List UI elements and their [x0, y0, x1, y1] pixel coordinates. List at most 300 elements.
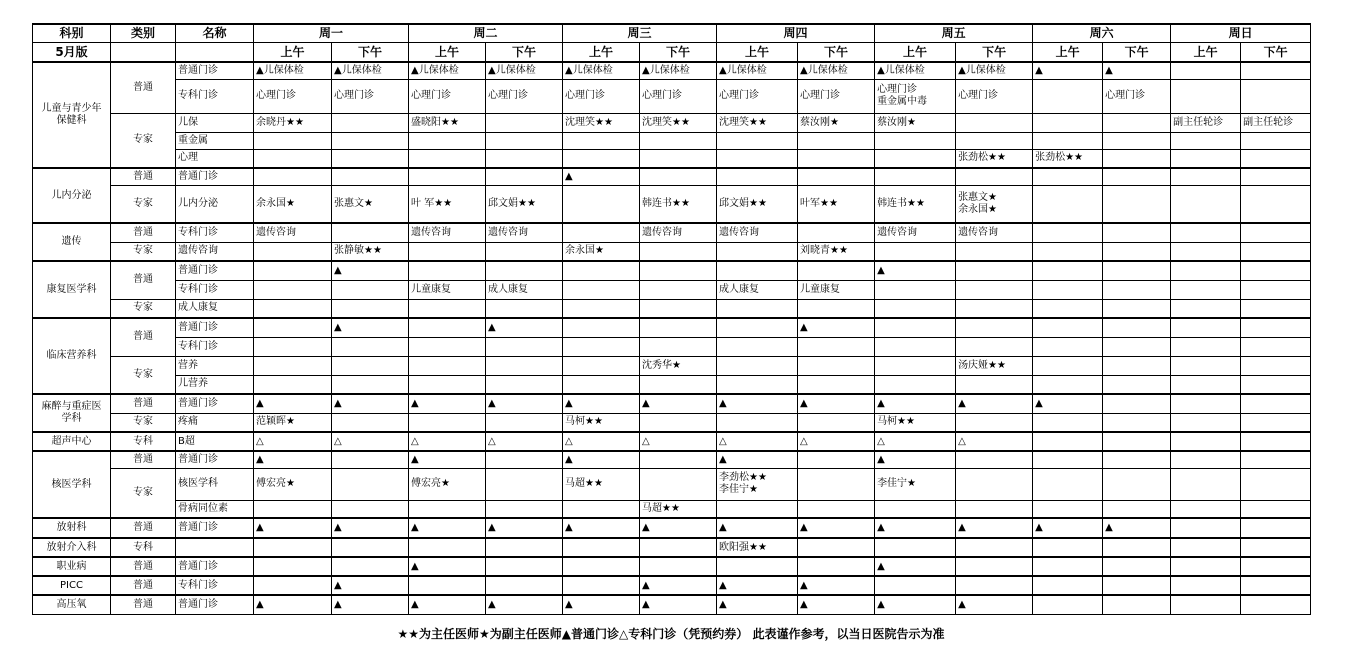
schedule-slot-cell: 邱文娟★★: [486, 185, 563, 223]
schedule-slot-cell: ▲: [717, 595, 798, 614]
schedule-slot-cell: [409, 538, 486, 557]
schedule-slot-cell: [486, 500, 563, 518]
schedule-slot-cell: 遗传咨询: [956, 223, 1033, 242]
schedule-slot-cell: [1033, 132, 1103, 149]
schedule-slot-cell: [1241, 242, 1311, 261]
schedule-slot-cell: [640, 132, 717, 149]
schedule-slot-cell: [254, 356, 332, 375]
schedule-slot-cell: [332, 168, 409, 185]
schedule-slot-cell: 心理门诊: [640, 79, 717, 113]
schedule-slot-cell: [254, 557, 332, 576]
schedule-slot-cell: ▲: [1103, 62, 1171, 79]
department-cell: 临床营养科: [33, 318, 111, 394]
department-cell: 超声中心: [33, 432, 111, 451]
schedule-slot-cell: [254, 299, 332, 318]
schedule-slot-cell: [1171, 518, 1241, 538]
category-cell: 专家: [111, 242, 176, 261]
schedule-slot-cell: [798, 149, 875, 168]
department-cell: 麻醉与重症医 学科: [33, 394, 111, 432]
schedule-slot-cell: [1103, 132, 1171, 149]
schedule-slot-cell: [1241, 356, 1311, 375]
schedule-slot-cell: [1171, 149, 1241, 168]
schedule-row: [33, 375, 1311, 394]
department-cell: 核医学科: [33, 451, 111, 518]
schedule-slot-cell: [332, 113, 409, 132]
schedule-slot-cell: ▲: [563, 595, 640, 614]
schedule-slot-cell: [1171, 595, 1241, 614]
schedule-slot-cell: [798, 337, 875, 356]
category-cell: 普通: [111, 318, 176, 356]
schedule-slot-cell: [1033, 356, 1103, 375]
schedule-slot-cell: ▲: [1033, 518, 1103, 538]
schedule-row: [33, 538, 1311, 557]
clinic-name-cell: 普通门诊: [176, 451, 254, 468]
clinic-name-cell: 儿营养: [176, 375, 254, 394]
schedule-slot-cell: [956, 451, 1033, 468]
schedule-slot-cell: [486, 299, 563, 318]
schedule-slot-cell: [1103, 356, 1171, 375]
schedule-slot-cell: [254, 538, 332, 557]
schedule-slot-cell: [1103, 318, 1171, 337]
schedule-slot-cell: [486, 168, 563, 185]
schedule-slot-cell: [1171, 337, 1241, 356]
clinic-name-cell: 儿保: [176, 113, 254, 132]
schedule-slot-cell: [332, 223, 409, 242]
schedule-row: [33, 576, 1311, 595]
schedule-slot-cell: 成人康复: [717, 280, 798, 299]
schedule-slot-cell: [254, 132, 332, 149]
schedule-slot-cell: [1241, 132, 1311, 149]
schedule-slot-cell: [486, 356, 563, 375]
schedule-row: [33, 318, 1311, 337]
schedule-slot-cell: [956, 113, 1033, 132]
schedule-slot-cell: [875, 149, 956, 168]
schedule-slot-cell: [1033, 413, 1103, 432]
schedule-slot-cell: [332, 132, 409, 149]
schedule-slot-cell: [1171, 432, 1241, 451]
schedule-slot-cell: ▲: [409, 557, 486, 576]
clinic-name-cell: 普通门诊: [176, 557, 254, 576]
clinic-name-cell: 专科门诊: [176, 576, 254, 595]
schedule-slot-cell: [640, 413, 717, 432]
clinic-name-cell: 专科门诊: [176, 223, 254, 242]
schedule-slot-cell: [254, 149, 332, 168]
schedule-slot-cell: [409, 413, 486, 432]
schedule-slot-cell: [1033, 337, 1103, 356]
schedule-slot-cell: △: [563, 432, 640, 451]
schedule-slot-cell: △: [956, 432, 1033, 451]
schedule-slot-cell: [332, 413, 409, 432]
schedule-slot-cell: [1033, 79, 1103, 113]
schedule-slot-cell: [1033, 595, 1103, 614]
schedule-row: [33, 595, 1311, 614]
schedule-slot-cell: [956, 468, 1033, 500]
schedule-slot-cell: [1103, 432, 1171, 451]
clinic-schedule-table: [32, 23, 1311, 615]
schedule-slot-cell: [1103, 337, 1171, 356]
schedule-slot-cell: [717, 168, 798, 185]
header-pm: 下午: [1241, 42, 1311, 62]
schedule-slot-cell: ▲: [1103, 518, 1171, 538]
header-day-wed: 周三: [563, 24, 717, 42]
schedule-slot-cell: [1171, 356, 1241, 375]
schedule-row: [33, 557, 1311, 576]
schedule-slot-cell: [1103, 413, 1171, 432]
schedule-slot-cell: [1103, 299, 1171, 318]
schedule-slot-cell: 遗传咨询: [254, 223, 332, 242]
schedule-slot-cell: [1103, 538, 1171, 557]
schedule-slot-cell: [254, 168, 332, 185]
schedule-slot-cell: ▲: [875, 595, 956, 614]
schedule-slot-cell: 成人康复: [486, 280, 563, 299]
schedule-slot-cell: 遗传咨询: [875, 223, 956, 242]
clinic-name-cell: 普通门诊: [176, 518, 254, 538]
schedule-slot-cell: [1171, 79, 1241, 113]
department-cell: 高压氧: [33, 595, 111, 614]
schedule-slot-cell: ▲: [332, 576, 409, 595]
schedule-slot-cell: [798, 538, 875, 557]
schedule-slot-cell: ▲: [875, 261, 956, 280]
schedule-slot-cell: [1241, 168, 1311, 185]
schedule-slot-cell: △: [798, 432, 875, 451]
schedule-slot-cell: [409, 318, 486, 337]
schedule-slot-cell: [1241, 394, 1311, 413]
department-cell: 职业病: [33, 557, 111, 576]
schedule-slot-cell: 心理门诊: [717, 79, 798, 113]
schedule-slot-cell: [640, 337, 717, 356]
schedule-slot-cell: [875, 500, 956, 518]
schedule-slot-cell: [563, 557, 640, 576]
schedule-slot-cell: [1033, 223, 1103, 242]
schedule-slot-cell: [1171, 62, 1241, 79]
schedule-slot-cell: [640, 149, 717, 168]
header-row-days: [33, 24, 1311, 42]
department-cell: 放射科: [33, 518, 111, 538]
schedule-slot-cell: ▲: [409, 595, 486, 614]
category-cell: 专家: [111, 356, 176, 394]
header-dept: 科别: [33, 24, 111, 42]
schedule-slot-cell: ▲儿保体检: [640, 62, 717, 79]
schedule-slot-cell: [1103, 242, 1171, 261]
schedule-slot-cell: 心理门诊: [798, 79, 875, 113]
schedule-slot-cell: [409, 299, 486, 318]
department-cell: 康复医学科: [33, 261, 111, 318]
schedule-slot-cell: [875, 538, 956, 557]
header-day-sun: 周日: [1171, 24, 1311, 42]
schedule-slot-cell: [409, 242, 486, 261]
category-cell: 专科: [111, 538, 176, 557]
schedule-slot-cell: [717, 261, 798, 280]
header-am: 上午: [717, 42, 798, 62]
clinic-name-cell: B超: [176, 432, 254, 451]
schedule-slot-cell: [875, 132, 956, 149]
schedule-slot-cell: [798, 132, 875, 149]
schedule-slot-cell: 邱文娟★★: [717, 185, 798, 223]
schedule-slot-cell: [717, 375, 798, 394]
schedule-slot-cell: ▲: [956, 394, 1033, 413]
header-am: 上午: [1033, 42, 1103, 62]
schedule-slot-cell: [486, 413, 563, 432]
schedule-row: [33, 337, 1311, 356]
schedule-slot-cell: [956, 375, 1033, 394]
schedule-slot-cell: [1171, 500, 1241, 518]
schedule-slot-cell: [1033, 261, 1103, 280]
schedule-slot-cell: [1171, 413, 1241, 432]
schedule-slot-cell: [563, 223, 640, 242]
header-category: 类别: [111, 24, 176, 42]
schedule-slot-cell: ▲: [798, 595, 875, 614]
schedule-slot-cell: ▲: [640, 518, 717, 538]
schedule-slot-cell: 李佳宁★: [875, 468, 956, 500]
schedule-slot-cell: ▲: [717, 394, 798, 413]
schedule-slot-cell: [1033, 538, 1103, 557]
clinic-name-cell: 遗传咨询: [176, 242, 254, 261]
schedule-slot-cell: ▲儿保体检: [956, 62, 1033, 79]
schedule-slot-cell: [717, 337, 798, 356]
schedule-slot-cell: [254, 261, 332, 280]
schedule-slot-cell: [1033, 242, 1103, 261]
clinic-name-cell: 专科门诊: [176, 337, 254, 356]
schedule-slot-cell: [956, 576, 1033, 595]
clinic-name-cell: 骨病同位素: [176, 500, 254, 518]
schedule-slot-cell: 儿童康复: [798, 280, 875, 299]
schedule-slot-cell: [1241, 280, 1311, 299]
category-cell: 普通: [111, 518, 176, 538]
schedule-slot-cell: ▲: [254, 518, 332, 538]
schedule-slot-cell: △: [332, 432, 409, 451]
schedule-slot-cell: [1171, 168, 1241, 185]
schedule-slot-cell: △: [486, 432, 563, 451]
schedule-slot-cell: 余永国★: [254, 185, 332, 223]
schedule-slot-cell: [1103, 468, 1171, 500]
schedule-slot-cell: ▲: [486, 394, 563, 413]
schedule-slot-cell: 马柯★★: [563, 413, 640, 432]
schedule-slot-cell: 遗传咨询: [409, 223, 486, 242]
header-am: 上午: [1171, 42, 1241, 62]
schedule-slot-cell: ▲: [563, 451, 640, 468]
schedule-slot-cell: [563, 375, 640, 394]
schedule-slot-cell: △: [640, 432, 717, 451]
schedule-slot-cell: [717, 318, 798, 337]
schedule-slot-cell: [1103, 113, 1171, 132]
schedule-slot-cell: [486, 261, 563, 280]
schedule-slot-cell: 余晓丹★★: [254, 113, 332, 132]
schedule-row: [33, 500, 1311, 518]
schedule-slot-cell: 张劲松★★: [1033, 149, 1103, 168]
schedule-slot-cell: 叶 军★★: [409, 185, 486, 223]
schedule-slot-cell: [717, 413, 798, 432]
schedule-slot-cell: ▲: [409, 394, 486, 413]
schedule-slot-cell: [1241, 79, 1311, 113]
schedule-slot-cell: [1103, 261, 1171, 280]
schedule-slot-cell: [717, 132, 798, 149]
schedule-slot-cell: [717, 149, 798, 168]
schedule-slot-cell: ▲: [563, 168, 640, 185]
schedule-row: [33, 79, 1311, 113]
schedule-slot-cell: [875, 242, 956, 261]
schedule-slot-cell: [1033, 468, 1103, 500]
schedule-slot-cell: 余永国★: [563, 242, 640, 261]
schedule-slot-cell: [875, 375, 956, 394]
schedule-slot-cell: 心理门诊: [409, 79, 486, 113]
schedule-slot-cell: [956, 500, 1033, 518]
schedule-slot-cell: [1171, 223, 1241, 242]
schedule-slot-cell: ▲: [798, 576, 875, 595]
category-cell: 普通: [111, 261, 176, 299]
schedule-slot-cell: [563, 500, 640, 518]
schedule-slot-cell: [956, 168, 1033, 185]
schedule-slot-cell: [254, 318, 332, 337]
schedule-slot-cell: ▲: [875, 451, 956, 468]
clinic-name-cell: 重金属: [176, 132, 254, 149]
schedule-slot-cell: [486, 375, 563, 394]
schedule-slot-cell: [1241, 595, 1311, 614]
clinic-name-cell: 普通门诊: [176, 394, 254, 413]
schedule-slot-cell: [1033, 318, 1103, 337]
schedule-slot-cell: [640, 242, 717, 261]
schedule-slot-cell: ▲: [640, 595, 717, 614]
schedule-slot-cell: [717, 356, 798, 375]
schedule-row: [33, 132, 1311, 149]
schedule-slot-cell: [1241, 576, 1311, 595]
schedule-slot-cell: [1171, 375, 1241, 394]
schedule-slot-cell: [1033, 113, 1103, 132]
department-cell: 遗传: [33, 223, 111, 261]
schedule-slot-cell: ▲: [956, 595, 1033, 614]
header-pm: 下午: [332, 42, 409, 62]
schedule-slot-cell: [640, 280, 717, 299]
header-row-halfday: [33, 42, 1311, 62]
schedule-slot-cell: [563, 132, 640, 149]
schedule-slot-cell: ▲: [254, 451, 332, 468]
schedule-slot-cell: [409, 168, 486, 185]
schedule-slot-cell: ▲: [486, 518, 563, 538]
schedule-slot-cell: [875, 168, 956, 185]
schedule-slot-cell: [1171, 242, 1241, 261]
header-am: 上午: [254, 42, 332, 62]
schedule-slot-cell: 韩连书★★: [640, 185, 717, 223]
clinic-name-cell: 普通门诊: [176, 261, 254, 280]
schedule-slot-cell: [1241, 538, 1311, 557]
clinic-name-cell: 成人康复: [176, 299, 254, 318]
schedule-slot-cell: △: [875, 432, 956, 451]
schedule-slot-cell: [1103, 280, 1171, 299]
header-am: 上午: [875, 42, 956, 62]
schedule-slot-cell: [409, 132, 486, 149]
schedule-slot-cell: [956, 413, 1033, 432]
schedule-slot-cell: [798, 356, 875, 375]
schedule-slot-cell: 刘晓青★★: [798, 242, 875, 261]
schedule-slot-cell: ▲: [798, 518, 875, 538]
schedule-row: [33, 113, 1311, 132]
schedule-slot-cell: [956, 299, 1033, 318]
schedule-slot-cell: [563, 576, 640, 595]
schedule-slot-cell: ▲: [1033, 62, 1103, 79]
schedule-slot-cell: ▲: [332, 261, 409, 280]
schedule-slot-cell: [1033, 185, 1103, 223]
schedule-slot-cell: 张劲松★★: [956, 149, 1033, 168]
schedule-slot-cell: [798, 468, 875, 500]
schedule-slot-cell: [798, 261, 875, 280]
department-cell: 儿内分泌: [33, 168, 111, 223]
header-blank: [176, 42, 254, 62]
schedule-slot-cell: [1241, 149, 1311, 168]
header-day-sat: 周六: [1033, 24, 1171, 42]
schedule-slot-cell: 儿童康复: [409, 280, 486, 299]
schedule-slot-cell: 欧阳强★★: [717, 538, 798, 557]
schedule-slot-cell: 遗传咨询: [486, 223, 563, 242]
schedule-slot-cell: [640, 538, 717, 557]
schedule-slot-cell: ▲: [486, 318, 563, 337]
schedule-slot-cell: [640, 375, 717, 394]
schedule-slot-cell: ▲: [486, 595, 563, 614]
schedule-slot-cell: ▲: [1033, 394, 1103, 413]
clinic-name-cell: 营养: [176, 356, 254, 375]
schedule-row: [33, 432, 1311, 451]
schedule-slot-cell: [409, 576, 486, 595]
clinic-name-cell: 疼痛: [176, 413, 254, 432]
schedule-slot-cell: [1033, 576, 1103, 595]
schedule-slot-cell: [1103, 451, 1171, 468]
schedule-slot-cell: [1241, 432, 1311, 451]
schedule-slot-cell: ▲: [332, 318, 409, 337]
schedule-slot-cell: 李劲松★★ 李佳宁★: [717, 468, 798, 500]
category-cell: 普通: [111, 576, 176, 595]
schedule-slot-cell: 张惠文★ 余永国★: [956, 185, 1033, 223]
clinic-name-cell: 专科门诊: [176, 79, 254, 113]
schedule-slot-cell: [1103, 185, 1171, 223]
schedule-slot-cell: [254, 375, 332, 394]
schedule-row: [33, 394, 1311, 413]
schedule-slot-cell: ▲儿保体检: [332, 62, 409, 79]
header-pm: 下午: [956, 42, 1033, 62]
clinic-name-cell: 普通门诊: [176, 595, 254, 614]
schedule-slot-cell: ▲儿保体检: [486, 62, 563, 79]
schedule-slot-cell: [956, 557, 1033, 576]
schedule-slot-cell: [486, 468, 563, 500]
department-cell: 放射介入科: [33, 538, 111, 557]
category-cell: 专家: [111, 185, 176, 223]
schedule-slot-cell: [409, 337, 486, 356]
schedule-slot-cell: [1033, 432, 1103, 451]
schedule-slot-cell: [640, 451, 717, 468]
schedule-slot-cell: [1171, 280, 1241, 299]
schedule-row: [33, 223, 1311, 242]
schedule-slot-cell: [640, 299, 717, 318]
schedule-slot-cell: [1171, 538, 1241, 557]
schedule-slot-cell: [875, 280, 956, 299]
category-cell: 普通: [111, 394, 176, 413]
category-cell: 普通: [111, 557, 176, 576]
schedule-slot-cell: ▲儿保体检: [563, 62, 640, 79]
schedule-slot-cell: [1241, 500, 1311, 518]
clinic-name-cell: 普通门诊: [176, 168, 254, 185]
schedule-slot-cell: [332, 538, 409, 557]
schedule-slot-cell: [798, 557, 875, 576]
schedule-slot-cell: [1171, 468, 1241, 500]
schedule-slot-cell: [254, 242, 332, 261]
schedule-slot-cell: 范颖晖★: [254, 413, 332, 432]
schedule-row: [33, 168, 1311, 185]
schedule-slot-cell: [1171, 261, 1241, 280]
clinic-name-cell: 普通门诊: [176, 318, 254, 337]
schedule-slot-cell: [1241, 451, 1311, 468]
schedule-slot-cell: ▲儿保体检: [875, 62, 956, 79]
schedule-slot-cell: [640, 318, 717, 337]
schedule-slot-cell: [956, 132, 1033, 149]
schedule-slot-cell: [1171, 394, 1241, 413]
schedule-slot-cell: [1103, 595, 1171, 614]
